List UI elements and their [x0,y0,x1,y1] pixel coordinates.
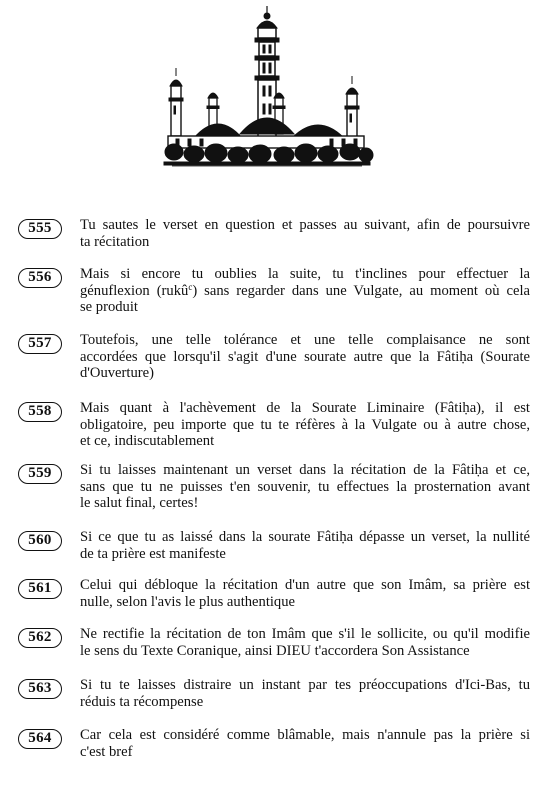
verse-text [80,332,530,382]
verse-line: se produit [80,299,138,316]
verse-line: le salut final, certes! [80,495,199,512]
verse-line: sans que tu ne puisses t'en souvenir, tu effectues la prosternation avant [80,478,530,495]
verse-text [80,626,530,659]
verse-line: et ce, indiscutablement [80,433,215,450]
verse-line: obligatoire, peu importe que tu te réfères à la Vulgate ou à autre chose, [80,416,530,433]
verse-text [80,529,530,562]
verse-line: ta récitation [80,233,150,250]
verse-line: Si tu laisses maintenant un verset dans la récitation de la Fâtiḥa et ce, [80,462,530,478]
verse-line: c'est bref [80,743,133,760]
verse-line: réduis ta récompense [80,693,204,710]
verse-line: Celui qui débloque la récitation d'un autre que son Imâm, sa prière est [80,577,530,593]
verse-number-badge: 557 [18,334,62,354]
verse-text [80,677,530,710]
verse-line: Tu sautes le verset en question et passes au suivant, afin de poursuivre [80,217,530,233]
verse-number-badge: 558 [18,402,62,422]
verse-text [80,266,530,316]
verse-line: le sens du Texte Coranique, ainsi DIEU t'accordera Son Assistance [80,642,470,659]
verse-number-badge: 560 [18,531,62,551]
verse-line: nulle, selon l'avis le plus authentique [80,593,296,610]
verse-line: Car cela est considéré comme blâmable, mais n'annule pas la prière si [80,727,530,743]
verse-number-badge: 559 [18,464,62,484]
verse-number-badge: 561 [18,579,62,599]
verse-text [80,217,530,250]
verse-line: Si ce que tu as laissé dans la sourate Fâtiḥa dépasse un verset, la nullité [80,529,530,545]
verse-number-badge: 556 [18,268,62,288]
verse-line: Ne rectifie la récitation de ton Imâm que s'il le sollicite, ou qu'il modifie [80,626,530,642]
verse-number-badge: 564 [18,729,62,749]
verse-number-badge: 562 [18,628,62,648]
verse-line: accordées que lorsqu'il s'agit d'une sourate autre que la Fâtiḥa (Sourate [80,348,530,365]
verse-number-badge: 563 [18,679,62,699]
verse-line: Toutefois, une telle tolérance et une telle complaisance ne sont [80,332,530,348]
verse-line: de ta prière est manifeste [80,545,226,562]
verse-line-part: ) sans regarder dans une Vulgate, au moment où cela [192,282,530,299]
verse-line [80,283,530,300]
superscript-c: c [188,281,193,292]
verse-text [80,727,530,760]
verse-line: d'Ouverture) [80,365,154,382]
verse-text [80,462,530,512]
verse-text [80,577,530,610]
verse-line-part: génuflexion (rukû [80,282,189,299]
verse-line: Mais si encore tu oublies la suite, tu t'inclines pour effectuer la [80,266,530,282]
verse-text [80,400,530,450]
verse-number-badge: 555 [18,219,62,239]
verse-line: Mais quant à l'achèvement de la Sourate Liminaire (Fâtiḥa), il est [80,400,530,416]
verse-line: Si tu te laisses distraire un instant par tes préoccupations d'Ici-Bas, tu [80,677,530,693]
